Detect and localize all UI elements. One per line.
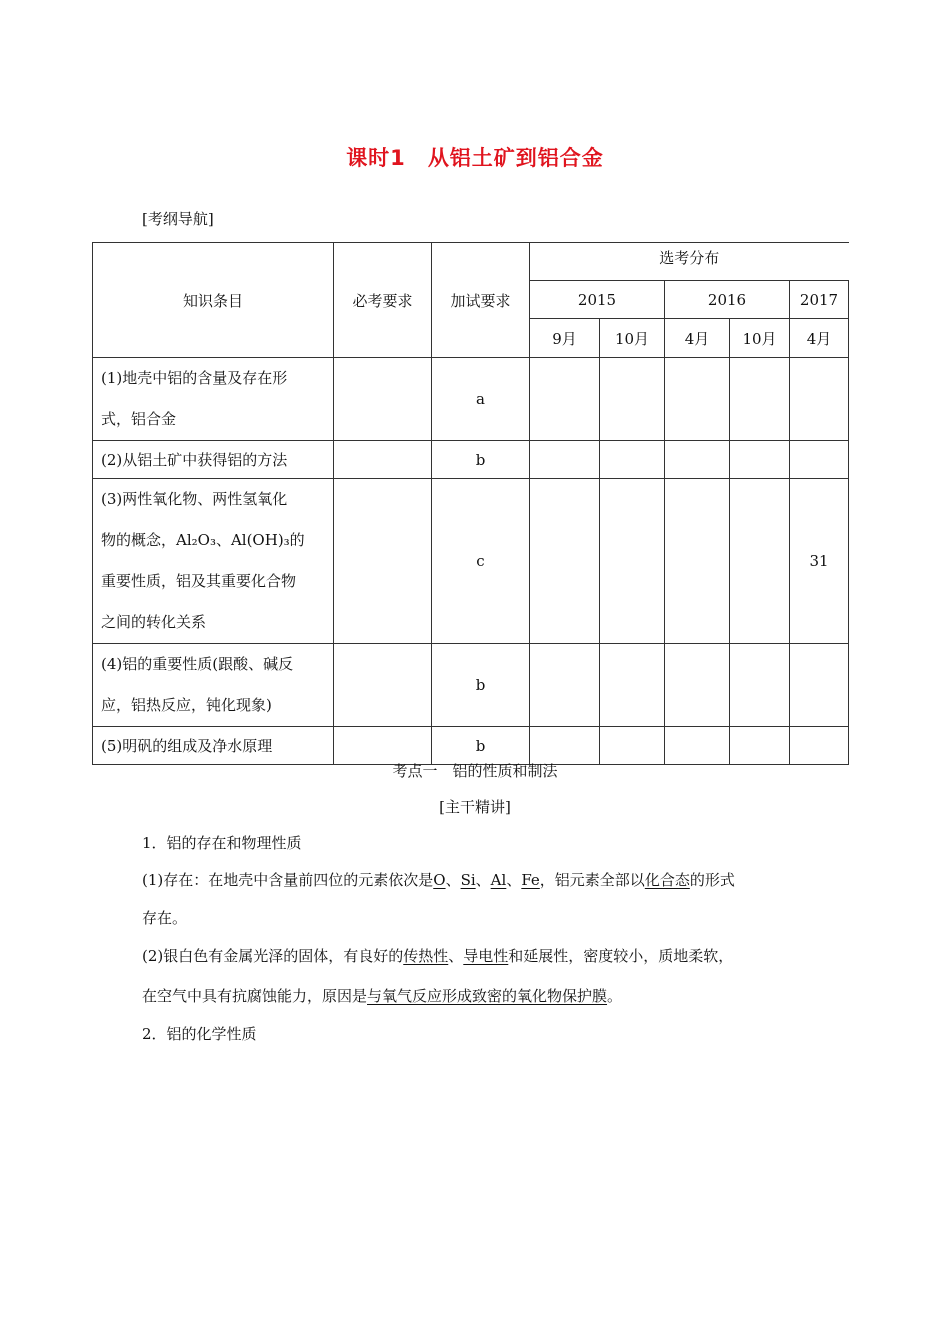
item-line: (3)两性氧化物、两性氢氧化 bbox=[101, 490, 288, 508]
knowledge-item-cell bbox=[93, 644, 334, 727]
knowledge-item-cell bbox=[93, 358, 334, 441]
item-line: 物的概念，Al₂O₃、Al(OH)₃的 bbox=[101, 531, 305, 549]
blank-answer: 传热性 bbox=[403, 947, 449, 965]
item-line: 重要性质，铝及其重要化合物 bbox=[101, 572, 297, 590]
header-knowledge-item: 知识条目 bbox=[93, 243, 334, 358]
paragraph-heading: 1．铝的存在和物理性质 bbox=[142, 834, 302, 852]
distribution-cell bbox=[600, 644, 665, 727]
distribution-cell bbox=[790, 358, 849, 441]
distribution-cell bbox=[665, 358, 730, 441]
distribution-cell bbox=[600, 727, 665, 765]
distribution-cell bbox=[665, 441, 730, 479]
extra-cell: b bbox=[432, 441, 530, 479]
extra-cell: b bbox=[432, 644, 530, 727]
item-line: (2)从铝土矿中获得铝的方法 bbox=[101, 450, 288, 469]
distribution-cell bbox=[600, 441, 665, 479]
header-month: 10月 bbox=[600, 319, 665, 358]
required-cell bbox=[334, 479, 432, 644]
blank-answer: 导电性 bbox=[463, 947, 509, 965]
header-year: 2016 bbox=[665, 281, 790, 319]
extra-cell: a bbox=[432, 358, 530, 441]
required-cell bbox=[334, 644, 432, 727]
distribution-cell bbox=[530, 727, 600, 765]
header-extra: 加试要求 bbox=[432, 243, 530, 358]
header-year: 2017 bbox=[790, 281, 849, 319]
text: 的形式 bbox=[689, 871, 735, 889]
distribution-cell bbox=[665, 727, 730, 765]
extra-cell: b bbox=[432, 727, 530, 765]
lesson-number: 课时1 bbox=[346, 146, 406, 170]
text: 、 bbox=[445, 871, 461, 889]
blank-answer: 化合态 bbox=[644, 871, 690, 889]
distribution-cell bbox=[730, 727, 790, 765]
knowledge-item-cell bbox=[93, 441, 334, 479]
item-line: 式，铝合金 bbox=[101, 410, 177, 428]
required-cell bbox=[334, 358, 432, 441]
knowledge-item-cell bbox=[93, 479, 334, 644]
header-year: 2015 bbox=[530, 281, 665, 319]
text: 、 bbox=[448, 947, 464, 965]
outline-guide-label: [考纲导航] bbox=[142, 210, 214, 228]
paragraph-heading: 2．铝的化学性质 bbox=[142, 1025, 257, 1043]
distribution-cell bbox=[730, 358, 790, 441]
header-month: 4月 bbox=[790, 319, 849, 358]
table-row bbox=[93, 644, 849, 727]
text: ，铝元素全部以 bbox=[539, 871, 645, 889]
required-cell bbox=[334, 727, 432, 765]
header-month: 9月 bbox=[530, 319, 600, 358]
distribution-cell bbox=[530, 479, 600, 644]
table-row bbox=[93, 358, 849, 441]
item-line: 之间的转化关系 bbox=[101, 613, 207, 631]
section-heading: 考点一 铝的性质和制法 bbox=[392, 762, 558, 780]
blank-answer: O bbox=[433, 871, 446, 889]
table-row bbox=[93, 479, 849, 644]
distribution-cell bbox=[790, 644, 849, 727]
blank-answer: Fe bbox=[521, 871, 540, 889]
item-line: (4)铝的重要性质(跟酸、碱反 bbox=[101, 655, 294, 673]
blank-answer: Al bbox=[490, 871, 507, 889]
blank-answer: Si bbox=[460, 871, 476, 889]
distribution-cell bbox=[530, 644, 600, 727]
required-cell bbox=[334, 441, 432, 479]
lesson-topic: 从铝土矿到铝合金 bbox=[427, 146, 604, 170]
distribution-cell bbox=[665, 479, 730, 644]
paragraph: 存在。 bbox=[142, 909, 188, 927]
blank-answer: 与氧气反应形成致密的氧化物保护膜 bbox=[367, 987, 608, 1005]
text: 、 bbox=[475, 871, 491, 889]
distribution-cell bbox=[730, 479, 790, 644]
distribution-cell bbox=[600, 479, 665, 644]
paragraph bbox=[142, 985, 622, 1006]
distribution-cell bbox=[600, 358, 665, 441]
distribution-cell bbox=[730, 441, 790, 479]
distribution-cell bbox=[730, 644, 790, 727]
text: 和延展性，密度较小，质地柔软， bbox=[508, 947, 734, 965]
header-month: 4月 bbox=[665, 319, 730, 358]
distribution-cell bbox=[530, 358, 600, 441]
distribution-cell: 31 bbox=[790, 479, 849, 644]
text: (1)存在：在地壳中含量前四位的元素依次是 bbox=[142, 871, 434, 889]
distribution-cell bbox=[665, 644, 730, 727]
text: 。 bbox=[607, 987, 623, 1005]
table-row bbox=[93, 441, 849, 479]
table-row bbox=[93, 727, 849, 765]
page-title bbox=[0, 142, 950, 172]
item-line: (1)地壳中铝的含量及存在形 bbox=[101, 369, 288, 387]
item-line: 应，铝热反应，钝化现象) bbox=[101, 696, 272, 714]
paragraph bbox=[142, 945, 733, 966]
header-required: 必考要求 bbox=[334, 243, 432, 358]
header-month: 10月 bbox=[730, 319, 790, 358]
header-distribution: 选考分布 bbox=[530, 243, 849, 281]
distribution-cell bbox=[790, 441, 849, 479]
subheading: [主干精讲] bbox=[439, 798, 511, 816]
knowledge-item-cell bbox=[93, 727, 334, 765]
distribution-cell bbox=[530, 441, 600, 479]
text: (2)银白色有金属光泽的固体，有良好的 bbox=[142, 947, 404, 965]
text: 在空气中具有抗腐蚀能力，原因是 bbox=[142, 987, 368, 1005]
item-line: (5)明矾的组成及净水原理 bbox=[101, 736, 273, 755]
distribution-cell bbox=[790, 727, 849, 765]
paragraph bbox=[142, 869, 735, 890]
extra-cell: c bbox=[432, 479, 530, 644]
syllabus-table bbox=[92, 242, 849, 765]
text: 、 bbox=[506, 871, 522, 889]
